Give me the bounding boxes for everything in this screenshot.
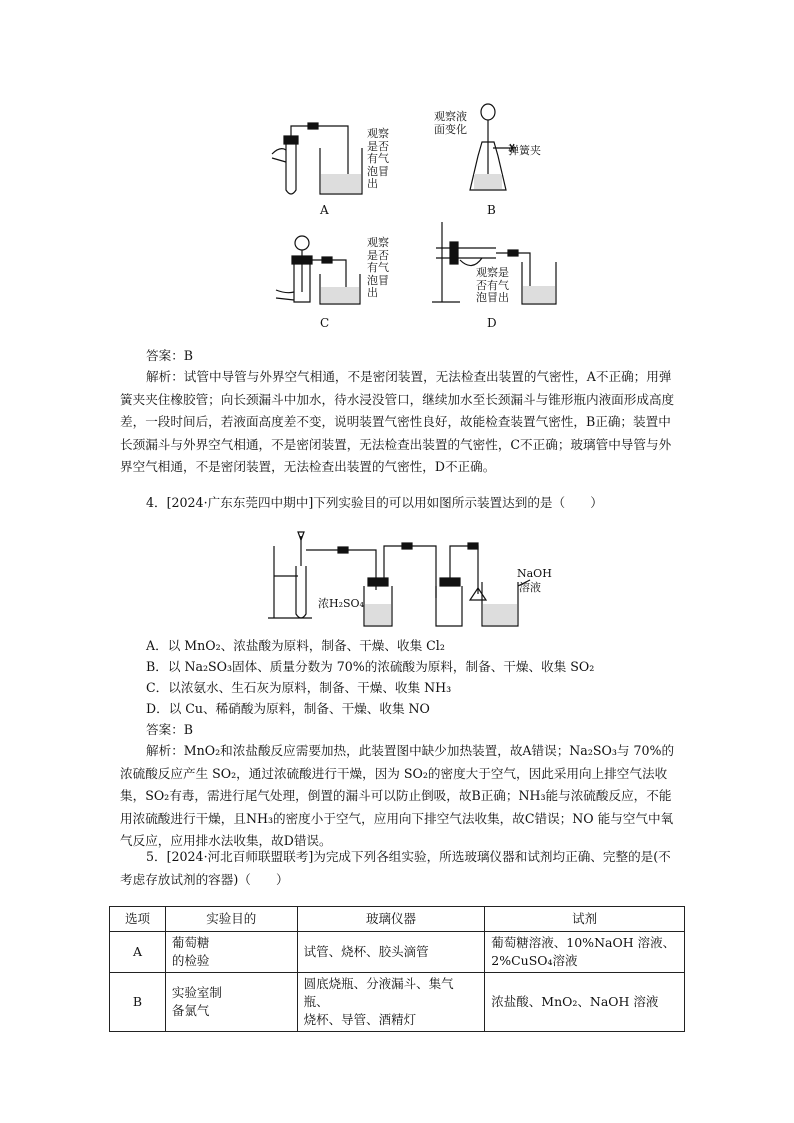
q3-analysis: 解析：试管中导管与外界空气相通，不是密闭装置，无法检查出装置的气密性，A不正确；用弹簧夹夹住橡胶管；向长颈漏斗中加水，待水浸没管口，继续加水至长颈漏斗与锥形瓶内液面形成高度差，一段时间后，若液面高度差不变，说明装置气密性良好，故能检查装置气密性，B正确；装置中长颈漏斗与外界空气相通，不是密闭装置，无法检查出装置的气密性，C不正确；玻璃管中导管与外界空气相通，不是密闭装置，无法检查出装置的气密性，D不正确。 <box>120 369 675 474</box>
note-c: 观察 是否 有气 泡冒 出 <box>367 236 389 299</box>
note-b-top: 观察液 面变化 <box>434 110 467 136</box>
row-b-purpose: 实验室制 备氯气 <box>165 973 297 1032</box>
note-b-clamp: 弹簧夹 <box>508 144 541 157</box>
table-row <box>110 973 685 1032</box>
q4-option-c: C．以浓氨水、生石灰为原料，制备、干燥、收集 NH₃ <box>146 680 452 695</box>
figure-label-d: D <box>487 316 497 330</box>
header-glassware: 玻璃仪器 <box>297 907 485 932</box>
q4-label-acid: 浓H₂SO₄ <box>318 597 364 610</box>
header-reagent: 试剂 <box>485 907 685 932</box>
q4-label-naoh: NaOH <box>517 567 552 580</box>
row-a-reagent: 葡萄糖溶液、10%NaOH 溶液、 2%CuSO₄溶液 <box>485 932 685 973</box>
table-header-row <box>110 907 685 932</box>
row-a-purpose: 葡萄糖 的检验 <box>165 932 297 973</box>
q4-label-solution: 溶液 <box>519 581 541 594</box>
figure-label-c: C <box>320 316 330 330</box>
q4-answer: 答案：B <box>146 722 194 737</box>
row-b-reagent: 浓盐酸、MnO₂、NaOH 溶液 <box>485 973 685 1032</box>
q4-option-b: B．以 Na₂SO₃固体、质量分数为 70%的浓硫酸为原料，制备、干燥、收集 SO₂ <box>146 659 595 674</box>
q5-table <box>109 906 685 1032</box>
figure-label-b: B <box>487 203 496 217</box>
q4-analysis: 解析：MnO₂和浓盐酸反应需要加热，此装置图中缺少加热装置，故A错误；Na₂SO₃与 70%的浓硫酸反应产生 SO₂，通过浓硫酸进行干燥，因为 SO₂的密度大于空气，因此采用向上排空气法收集，SO₂有毒，需进行尾气处理，倒置的漏斗可以防止倒吸，故B正确；NH₃能与浓硫酸反应，不能用浓硫酸进行干燥，且NH₃的密度小于空气，应用向下排空气法收集，故C错误；NO 能与空气中氧气反应，应用排水法收集，故D错误。 <box>120 743 675 848</box>
header-option: 选项 <box>110 907 166 932</box>
row-a-glassware: 试管、烧杯、胶头滴管 <box>297 932 485 973</box>
figure-label-a: A <box>320 203 329 217</box>
apparatus-figure-abcd <box>260 102 600 332</box>
header-purpose: 实验目的 <box>165 907 297 932</box>
q4-stem: 4．[2024·广东东莞四中期中]下列实验目的可以用如图所示装置达到的是（ ） <box>146 495 603 510</box>
row-b-glassware: 圆底烧瓶、分液漏斗、集气瓶、 烧杯、导管、酒精灯 <box>297 973 485 1032</box>
row-b-option: B <box>110 973 166 1032</box>
q4-option-a: A．以 MnO₂、浓盐酸为原料，制备、干燥、收集 Cl₂ <box>146 638 445 653</box>
apparatus-figure-q4 <box>268 526 558 630</box>
row-a-option: A <box>110 932 166 973</box>
q3-answer: 答案：B <box>146 348 194 363</box>
q5-stem: 5．[2024·河北百师联盟联考]为完成下列各组实验，所选玻璃仪器和试剂均正确、完整的是(不考虑存放试剂的容器)（ ） <box>120 849 671 887</box>
q4-option-d: D．以 Cu、稀硝酸为原料，制备、干燥、收集 NO <box>146 701 430 716</box>
note-a: 观察 是否 有气 泡冒 出 <box>367 127 389 190</box>
note-d: 观察是 否有气 泡冒出 <box>476 266 509 304</box>
table-row <box>110 932 685 973</box>
